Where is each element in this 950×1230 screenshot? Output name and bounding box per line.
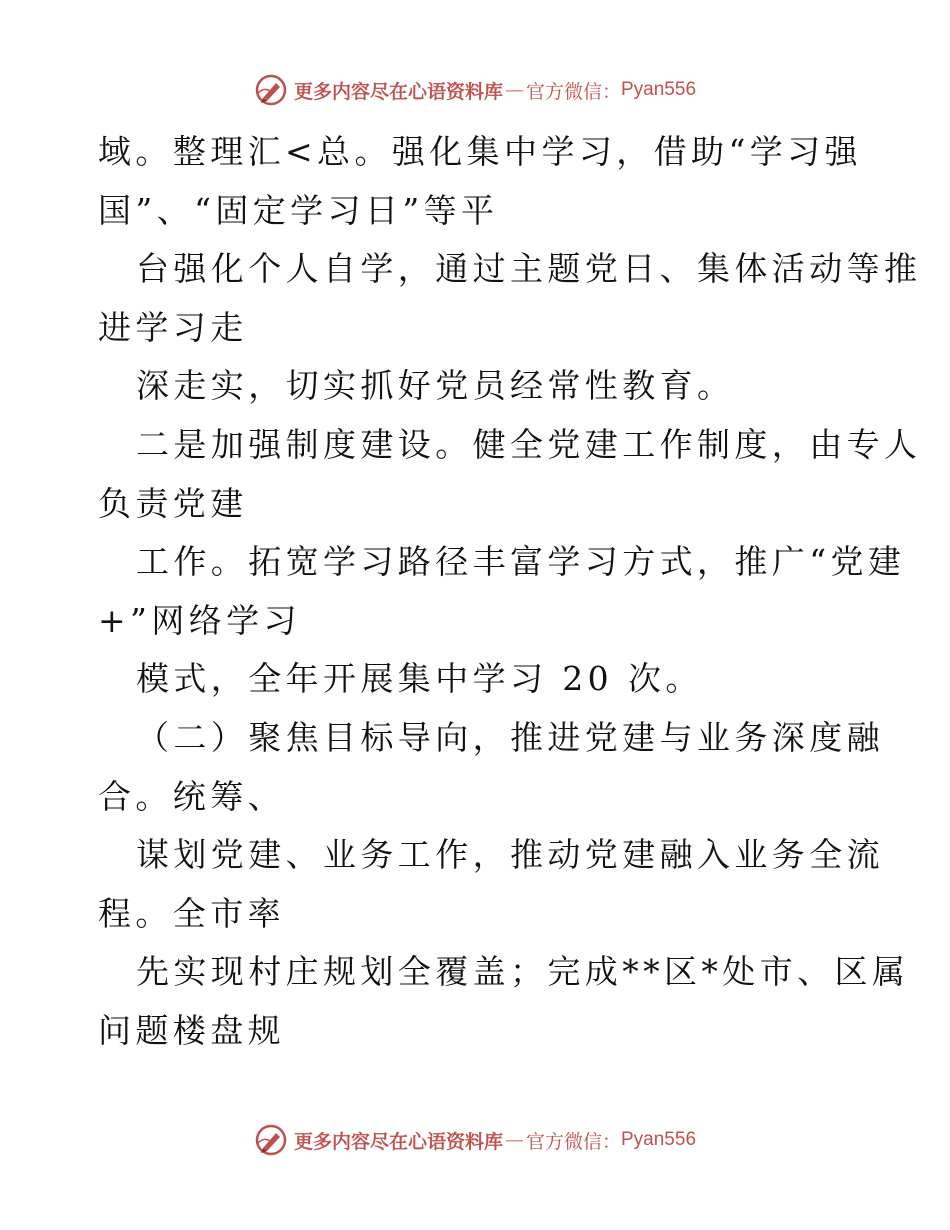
watermark-contact-prefix: 官方微信：	[525, 1130, 621, 1153]
text-line: 二是加强制度建设。健全党建工作制度，由专人	[136, 424, 922, 464]
text-line: 域。整理汇<总。强化集中学习，借助“学习强	[98, 132, 862, 171]
watermark-dash: —	[504, 1129, 524, 1151]
watermark-contact-prefix: 官方微信：	[525, 80, 621, 103]
text-line: 进学习走	[98, 307, 248, 347]
text-line: 工作。拓宽学习路径丰富学习方式，推广“党建	[136, 542, 906, 582]
text-line: +”网络学习	[98, 600, 301, 640]
text-line: 模式，全年开展集中学习 20 次。	[136, 659, 703, 699]
watermark-text: 更多内容尽在心语资料库	[293, 1130, 503, 1153]
header-watermark	[0, 70, 950, 110]
text-line: 国”、“固定学习日”等平	[98, 190, 499, 230]
text-line: 谋划党建、业务工作，推动党建融入业务全流	[136, 835, 884, 875]
text-line: 先实现村庄规划全覆盖；完成**区*处市、区属	[136, 952, 910, 992]
pen-logo-icon	[254, 1123, 288, 1157]
text-line: 深走实，切实抓好党员经常性教育。	[136, 366, 735, 406]
text-line: 问题楼盘规	[98, 1010, 285, 1050]
text-line: 合。统筹、	[98, 776, 285, 816]
text-line: 台强化个人自学，通过主题党日、集体活动等推	[136, 249, 922, 289]
text-line: 负责党建	[98, 483, 248, 523]
pen-logo-icon	[254, 73, 288, 107]
watermark-contact-id: Pyan556	[621, 79, 697, 100]
text-line: （二）聚焦目标导向，推进党建与业务深度融	[136, 717, 884, 757]
watermark-text: 更多内容尽在心语资料库	[293, 80, 503, 103]
watermark-dash: —	[504, 79, 524, 101]
watermark-contact-id: Pyan556	[621, 1129, 697, 1150]
text-line: 程。全市率	[98, 893, 285, 933]
footer-watermark	[0, 1120, 950, 1160]
document-body	[98, 123, 922, 1061]
